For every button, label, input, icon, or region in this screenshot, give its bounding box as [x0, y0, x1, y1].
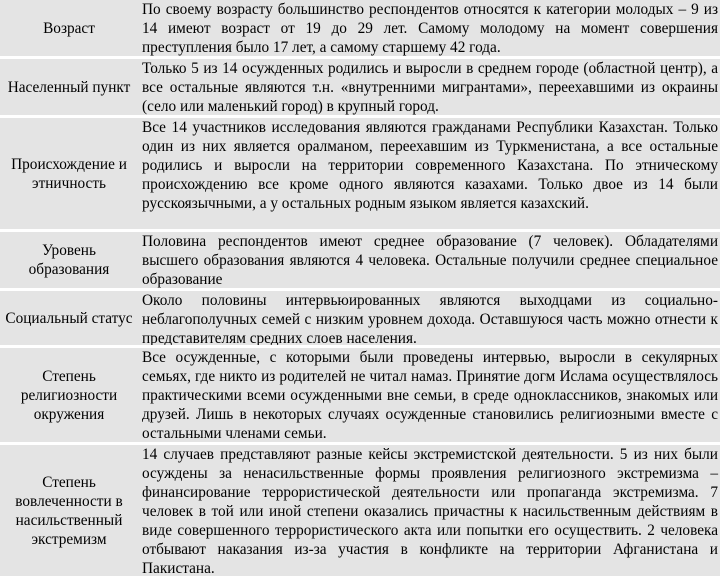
row-label: Социальный статус: [5, 309, 133, 327]
row-label: Уровень образования: [28, 242, 110, 278]
row-text: Все 14 участников исследования являются гражданами Республики Казахстан. Только один из них является оралманом, переехавшим из Туркменистана, а все остальные родились и выросли на территории современного Казахстана. По этническому происхождению все кроме одного являются казахами. Только двое из 14 были русскоязычными, а у остальных родным языком является казахский.: [142, 119, 718, 212]
table-row: [0, 118, 720, 232]
row-label: Населенный пункт: [7, 78, 131, 96]
row-text: Половина респондентов имеют среднее образование (7 человек). Обладателями высшего образования являются 4 человека. Остальные получили среднее специальное образование: [142, 233, 718, 288]
table-row: [0, 59, 720, 118]
row-label: Происхождение и этничность: [11, 155, 127, 192]
table-row: [0, 0, 720, 59]
table-row: [0, 232, 720, 291]
row-text: По своему возрасту большинство респондентов относятся к категории молодых – 9 из 14 имеют возраст от 19 до 29 лет. Самому молодому на момент совершения преступления было 17 лет, а самому старшему 42 года.: [142, 1, 718, 56]
row-text: Около половины интервьюированных являются выходцами из социально-неблагополучных семей с низким уровнем дохода. Оставшуюся часть можно отнести к представителям средних слоев населения.: [142, 292, 718, 345]
row-text: 14 случаев представляют разные кейсы экстремистской деятельности. 5 из них были осуждены за ненасильственные формы проявления религиозного экстремизма – финансирование террористической деятельности или пропаганда экстремизма. 7 человек в той или иной степени оказались причастны к насильственным действиям в виде совершенного террористического акта или попытки его осуществить. 2 человека отбывают наказания из-за участия в конфликте на территории Афганистана и Пакистана.: [142, 446, 718, 576]
row-label: Степень религиозности окружения: [20, 367, 118, 423]
row-label: Степень вовлеченности в насильственный экстремизм: [15, 473, 123, 548]
table-row: [0, 291, 720, 348]
row-text: Все осужденные, с которыми были проведены интервью, выросли в секулярных семьях, где никто из родителей не читал намаз. Принятие догм Ислама осуществлялось практическими всеми осужденными вне семьи, в среде одноклассников, знакомых или друзей. Лишь в некоторых случаях осужденные становились религиозными вместе с остальными членами семьи.: [142, 349, 718, 442]
row-text: Только 5 из 14 осужденных родились и выросли в среднем городе (областной центр), а все остальные являются т.н. «внутренними мигрантами», переехавшими из окраины (село или маленький город) в крупный город.: [142, 60, 718, 115]
table-row: [0, 348, 720, 445]
table-row: [0, 445, 720, 576]
row-label: Возраст: [43, 19, 95, 37]
